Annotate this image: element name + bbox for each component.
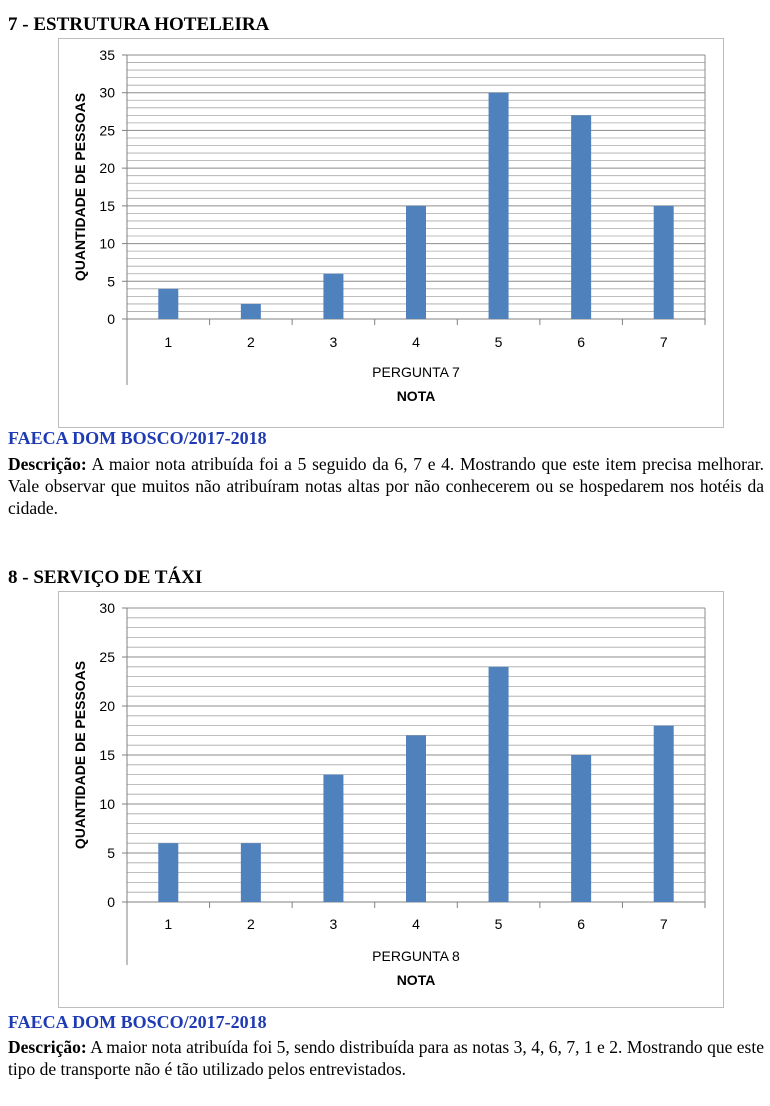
- bar: [158, 289, 178, 319]
- x-tick-label: 5: [494, 334, 503, 350]
- bar: [571, 755, 591, 902]
- chart-8: [59, 592, 723, 1007]
- chart-8-container: [58, 591, 724, 1008]
- x-tick-label: 1: [164, 334, 173, 350]
- x-tick-label: 7: [659, 334, 668, 350]
- y-tick-label: 10: [99, 796, 115, 812]
- y-axis-label: QUANTIDADE DE PESSOAS: [72, 92, 88, 282]
- bar: [489, 667, 509, 902]
- bar: [241, 843, 261, 902]
- x-axis-sublabel: PERGUNTA 8: [372, 948, 460, 964]
- y-tick-label: 20: [99, 160, 115, 177]
- y-tick-label: 5: [107, 845, 115, 861]
- section-8-description: [8, 1036, 764, 1080]
- x-axis-sublabel: PERGUNTA 7: [372, 364, 460, 380]
- description-text: A maior nota atribuída foi a 5 seguido da 6, 7 e 4. Mostrando que este item precisa melhorar. Vale observar que muitos não atribuíram notas altas por não conhecerem ou se hospedarem nos hotéis da cidade.: [8, 454, 764, 518]
- bar: [654, 726, 674, 902]
- x-axis-label: NOTA: [396, 972, 436, 988]
- description-label: Descrição:: [8, 1037, 87, 1057]
- x-tick-label: 7: [659, 916, 668, 932]
- y-tick-label: 15: [99, 197, 115, 214]
- x-tick-label: 4: [412, 916, 420, 932]
- x-tick-label: 6: [577, 916, 586, 932]
- section-8-source: FAECA DOM BOSCO/2017-2018: [8, 1012, 267, 1032]
- x-axis-label: NOTA: [396, 388, 436, 404]
- y-tick-label: 25: [99, 649, 115, 665]
- y-tick-label: 0: [107, 894, 115, 910]
- y-tick-label: 15: [99, 747, 115, 763]
- y-axis-label: QUANTIDADE DE PESSOAS: [72, 660, 88, 850]
- y-tick-label: 25: [99, 122, 115, 139]
- description-label: Descrição:: [8, 454, 87, 474]
- y-tick-label: 20: [99, 698, 115, 714]
- x-tick-label: 2: [246, 334, 255, 350]
- section-7-title: 7 - ESTRUTURA HOTELEIRA: [8, 14, 270, 35]
- y-tick-label: 30: [99, 84, 115, 101]
- y-tick-label: 10: [99, 235, 115, 252]
- section-7-source: FAECA DOM BOSCO/2017-2018: [8, 428, 267, 448]
- bar: [406, 735, 426, 902]
- bar: [571, 115, 591, 319]
- section-8-title: 8 - SERVIÇO DE TÁXI: [8, 567, 203, 588]
- y-tick-label: 30: [99, 600, 115, 616]
- bar: [406, 206, 426, 319]
- description-text: A maior nota atribuída foi 5, sendo distribuída para as notas 3, 4, 6, 7, 1 e 2. Mostrando que este tipo de transporte não é tão utilizado pelos entrevistados.: [8, 1037, 764, 1079]
- y-tick-label: 35: [99, 47, 115, 63]
- chart-7-container: [58, 38, 724, 428]
- section-7-description: [8, 453, 764, 519]
- bar: [489, 93, 509, 319]
- x-tick-label: 3: [329, 334, 338, 350]
- bar: [654, 206, 674, 319]
- bar: [323, 775, 343, 902]
- chart-7: [59, 39, 723, 427]
- x-tick-label: 5: [494, 916, 503, 932]
- y-tick-label: 0: [107, 311, 115, 327]
- y-tick-label: 5: [107, 273, 115, 290]
- x-tick-label: 4: [412, 334, 420, 350]
- x-tick-label: 3: [329, 916, 338, 932]
- x-tick-label: 6: [577, 334, 586, 350]
- bar: [323, 274, 343, 319]
- x-tick-label: 1: [164, 916, 173, 932]
- x-tick-label: 2: [246, 916, 255, 932]
- bar: [158, 843, 178, 902]
- bar: [241, 304, 261, 319]
